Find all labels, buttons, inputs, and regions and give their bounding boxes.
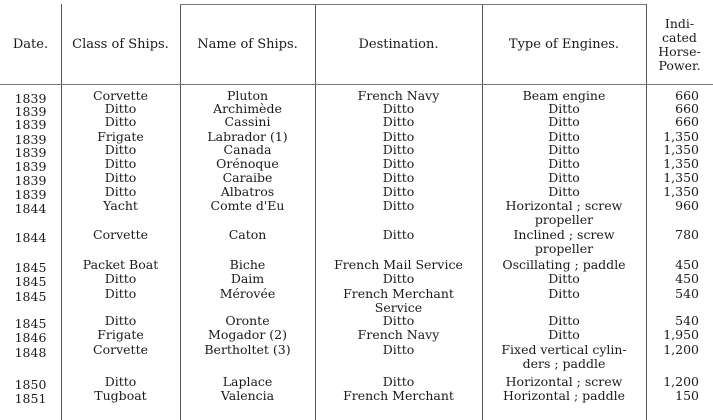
header-class: Class of Ships. bbox=[72, 37, 169, 52]
horsepower-cell: 1,950 bbox=[663, 327, 699, 342]
date-cell: 1845 bbox=[14, 274, 47, 289]
destination-cell: Ditto bbox=[382, 184, 415, 199]
engine-cell: Ditto bbox=[548, 114, 580, 129]
date-cell: 1850 bbox=[14, 377, 47, 392]
class-cell: Ditto bbox=[104, 114, 137, 129]
date-cell: 1839 bbox=[14, 173, 47, 188]
destination-cell: Ditto bbox=[382, 198, 415, 213]
class-cell: Packet Boat bbox=[82, 257, 159, 272]
ship-name-cell: Archimède bbox=[213, 101, 282, 116]
class-cell: Ditto bbox=[104, 101, 137, 116]
date-cell: 1844 bbox=[14, 201, 47, 216]
header-rule bbox=[0, 84, 713, 85]
destination-cell-continued: Service bbox=[374, 300, 423, 315]
ship-name-cell: Bertholtet (3) bbox=[204, 342, 291, 357]
date-cell: 1839 bbox=[14, 187, 47, 202]
horsepower-cell: 540 bbox=[675, 286, 699, 301]
class-cell: Ditto bbox=[104, 271, 137, 286]
engine-cell: Ditto bbox=[548, 313, 580, 328]
engine-cell: Horizontal ; paddle bbox=[502, 388, 626, 403]
top-rule bbox=[180, 4, 646, 5]
class-cell: Ditto bbox=[104, 156, 137, 171]
engine-cell: Horizontal ; screw bbox=[505, 374, 623, 389]
destination-cell: Ditto bbox=[382, 156, 415, 171]
engine-cell: Ditto bbox=[548, 184, 580, 199]
engine-cell-continued: propeller bbox=[534, 241, 594, 256]
horsepower-cell: 1,350 bbox=[663, 170, 699, 185]
engine-cell: Fixed vertical cylin- bbox=[501, 342, 627, 357]
destination-cell: Ditto bbox=[382, 142, 415, 157]
ship-name-cell: Orénoque bbox=[216, 156, 279, 171]
horsepower-cell: 1,200 bbox=[663, 342, 699, 357]
horsepower-cell: 540 bbox=[675, 313, 699, 328]
destination-cell: Ditto bbox=[382, 101, 415, 116]
engine-cell: Ditto bbox=[548, 129, 580, 144]
date-cell: 1839 bbox=[14, 91, 47, 106]
class-cell: Ditto bbox=[104, 313, 137, 328]
class-cell: Ditto bbox=[104, 286, 137, 301]
date-cell: 1851 bbox=[14, 391, 47, 406]
class-cell: Frigate bbox=[97, 327, 144, 342]
header-engines: Type of Engines. bbox=[508, 37, 620, 52]
destination-cell: French Navy bbox=[357, 88, 440, 103]
destination-cell: Ditto bbox=[382, 271, 415, 286]
engine-cell: Beam engine bbox=[522, 88, 606, 103]
ship-name-cell: Caraibe bbox=[222, 170, 273, 185]
header-date: Date. bbox=[12, 37, 49, 52]
class-cell: Tugboat bbox=[94, 388, 147, 403]
destination-cell: Ditto bbox=[382, 129, 415, 144]
engine-cell: Oscillating ; paddle bbox=[502, 257, 626, 272]
class-cell: Ditto bbox=[104, 170, 137, 185]
ship-name-cell: Comte d'Eu bbox=[210, 198, 285, 213]
class-cell: Corvette bbox=[93, 342, 148, 357]
engine-cell: Ditto bbox=[548, 286, 580, 301]
class-cell: Yacht bbox=[103, 198, 138, 213]
ship-name-cell: Mérovée bbox=[219, 286, 276, 301]
date-cell: 1845 bbox=[14, 260, 47, 275]
horsepower-cell: 660 bbox=[675, 101, 699, 116]
ship-name-cell: Mogador (2) bbox=[208, 327, 287, 342]
header-horsepower: Indi- cated Horse- Power. bbox=[658, 16, 701, 73]
engine-cell: Ditto bbox=[548, 271, 580, 286]
date-cell: 1839 bbox=[14, 145, 47, 160]
date-cell: 1839 bbox=[14, 132, 47, 147]
destination-cell: French Merchant bbox=[343, 388, 454, 403]
horsepower-cell: 660 bbox=[675, 88, 699, 103]
engine-cell: Ditto bbox=[548, 170, 580, 185]
ship-name-cell: Labrador (1) bbox=[207, 129, 288, 144]
date-cell: 1839 bbox=[14, 104, 47, 119]
destination-cell: French Merchant bbox=[343, 286, 454, 301]
horsepower-cell: 1,200 bbox=[663, 374, 699, 389]
class-cell: Ditto bbox=[104, 184, 137, 199]
header-destination: Destination. bbox=[358, 37, 439, 52]
destination-cell: French Navy bbox=[357, 327, 440, 342]
horsepower-cell: 1,350 bbox=[663, 142, 699, 157]
engine-cell: Ditto bbox=[548, 101, 580, 116]
ship-name-cell: Caton bbox=[228, 227, 267, 242]
horsepower-cell: 450 bbox=[675, 271, 699, 286]
date-cell: 1845 bbox=[14, 316, 47, 331]
horsepower-cell: 960 bbox=[675, 198, 699, 213]
engine-cell: Horizontal ; screw bbox=[505, 198, 623, 213]
class-cell: Ditto bbox=[104, 374, 137, 389]
horsepower-cell: 660 bbox=[675, 114, 699, 129]
date-cell: 1845 bbox=[14, 289, 47, 304]
destination-cell: Ditto bbox=[382, 170, 415, 185]
engine-cell-continued: ders ; paddle bbox=[522, 356, 606, 371]
ship-name-cell: Pluton bbox=[226, 88, 269, 103]
date-cell: 1844 bbox=[14, 230, 47, 245]
destination-cell: Ditto bbox=[382, 313, 415, 328]
engine-cell: Inclined ; screw bbox=[513, 227, 615, 242]
ship-name-cell: Biche bbox=[229, 257, 266, 272]
date-cell: 1839 bbox=[14, 159, 47, 174]
date-cell: 1839 bbox=[14, 117, 47, 132]
date-cell: 1848 bbox=[14, 345, 47, 360]
horsepower-cell: 1,350 bbox=[663, 129, 699, 144]
horsepower-cell: 780 bbox=[675, 227, 699, 242]
destination-cell: Ditto bbox=[382, 374, 415, 389]
destination-cell: Ditto bbox=[382, 342, 415, 357]
horsepower-cell: 450 bbox=[675, 257, 699, 272]
date-cell: 1846 bbox=[14, 330, 47, 345]
engine-cell: Ditto bbox=[548, 327, 580, 342]
engine-cell: Ditto bbox=[548, 142, 580, 157]
horsepower-cell: 1,350 bbox=[663, 184, 699, 199]
horsepower-cell: 150 bbox=[675, 388, 699, 403]
class-cell: Corvette bbox=[93, 227, 148, 242]
engine-cell-continued: propeller bbox=[534, 212, 594, 227]
header-name: Name of Ships. bbox=[197, 37, 298, 52]
ship-name-cell: Valencia bbox=[220, 388, 275, 403]
class-cell: Corvette bbox=[93, 88, 148, 103]
destination-cell: French Mail Service bbox=[334, 257, 463, 272]
class-cell: Ditto bbox=[104, 142, 137, 157]
ship-name-cell: Oronte bbox=[225, 313, 270, 328]
ship-name-cell: Canada bbox=[223, 142, 272, 157]
destination-cell: Ditto bbox=[382, 114, 415, 129]
horsepower-cell: 1,350 bbox=[663, 156, 699, 171]
engine-cell: Ditto bbox=[548, 156, 580, 171]
ship-name-cell: Cassini bbox=[224, 114, 271, 129]
class-cell: Frigate bbox=[97, 129, 144, 144]
destination-cell: Ditto bbox=[382, 227, 415, 242]
ship-name-cell: Laplace bbox=[222, 374, 273, 389]
ship-name-cell: Albatros bbox=[220, 184, 275, 199]
ship-name-cell: Daim bbox=[230, 271, 265, 286]
